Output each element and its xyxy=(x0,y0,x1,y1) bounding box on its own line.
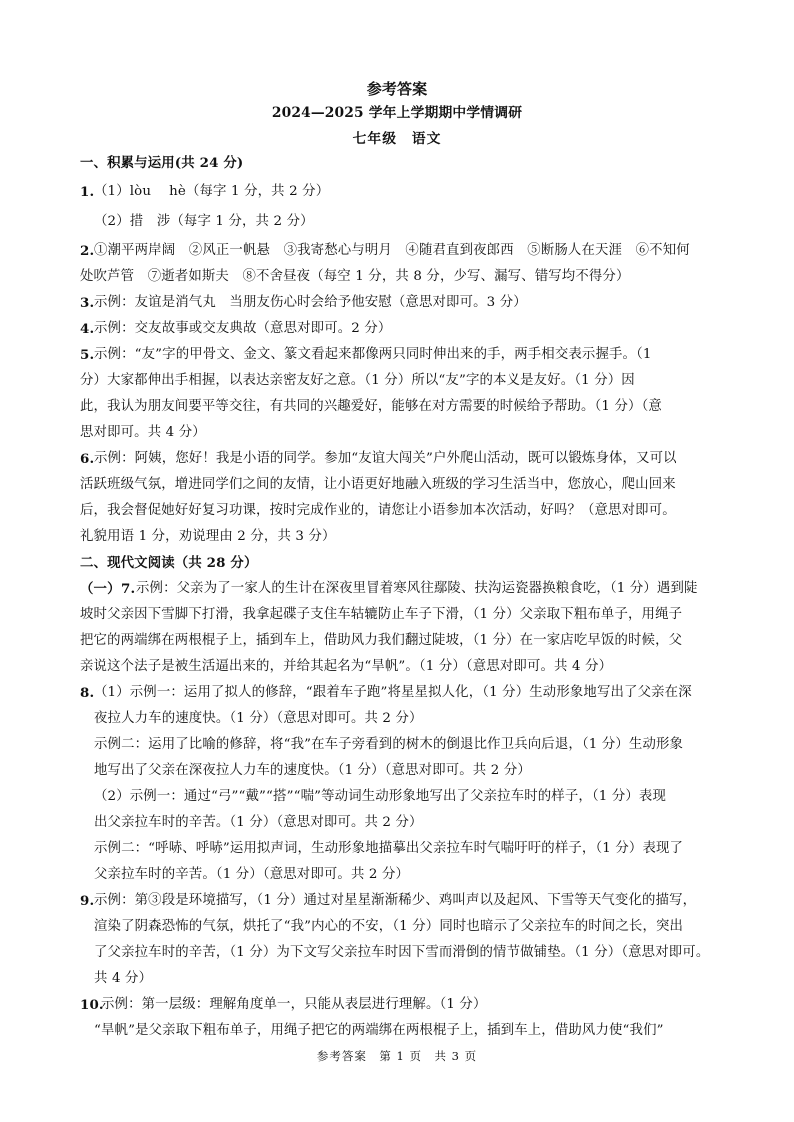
q7-line-1: 示例：父亲为了一家人的生计在深夜里冒着寒风往鄢陵、扶沟运瓷器换粮食吃，（1 分）遇到陡 xyxy=(136,581,698,596)
q8-line-7: 示例二：“呼哧、呼哧”运用拟声词，生动形象地描摹出父亲拉车时气喘吁吁的样子，（1 分）表现了 xyxy=(94,841,684,856)
q5-line-2: 分）大家都伸出手相握，以表达亲密友好之意。（1 分）所以“友”字的本义是友好。（1 分）因 xyxy=(80,373,635,388)
q5-line-1: 示例：“友”字的甲骨文、金文、篆文看起来都像两只同时伸出来的手，两手相交表示握手。（1 xyxy=(94,347,652,362)
q10-number: 10. xyxy=(80,997,104,1013)
q8-line-3: 示例二：运用了比喻的修辞，将“我”在车子旁看到的树木的倒退比作卫兵向后退，（1 分）生动形象 xyxy=(94,737,684,752)
q8-line-4: 地写出了父亲在深夜拉人力车的速度快。（1 分）（意思对即可。共 2 分） xyxy=(94,763,531,778)
q1-part2: （2）措 涉（每字 1 分，共 2 分） xyxy=(94,214,314,229)
q8-line-8: 父亲拉车时的辛苦。（1 分）（意思对即可。共 2 分） xyxy=(94,867,410,882)
q6-line-2: 活跃班级气氛，增进同学们之间的友情，让小语更好地融入班级的学习生活当中，您放心，爬山回来 xyxy=(80,477,676,492)
q7-number: 7. xyxy=(121,581,136,597)
q7-line-2: 坡时父亲因下雪脚下打滑，我拿起碟子支住车轱辘防止车子下滑，（1 分）父亲取下粗布单子，用绳子 xyxy=(80,607,683,622)
q4-line-1: 示例：交友故事或交友典故（意思对即可。2 分） xyxy=(94,321,392,336)
q9-number: 9. xyxy=(80,893,95,909)
q9-line-2: 渲染了阴森恐怖的气氛，烘托了“我”内心的不安，（1 分）同时也暗示了父亲拉车的时间之长，突出 xyxy=(94,919,684,934)
q4-number: 4. xyxy=(80,321,95,337)
section-2-heading: 二、现代文阅读（共 28 分） xyxy=(80,555,258,571)
q8-line-1: （1）示例一：运用了拟人的修辞，“跟着车子跑”将星星拟人化，（1 分）生动形象地写出了父亲在深 xyxy=(94,685,692,700)
q5-line-3: 此，我认为朋友间要平等交往，有共同的兴趣爱好，能够在对方需要的时候给予帮助。（1 分）（意 xyxy=(80,399,662,414)
q2-number: 2. xyxy=(80,243,95,259)
part-1-label: （一） xyxy=(80,581,121,597)
q8-line-6: 出父亲拉车时的辛苦。（1 分）（意思对即可。共 2 分） xyxy=(94,815,423,830)
q7-line-4: 亲说这个法子是被生活逼出来的，并给其起名为“旱帆”。（1 分）（意思对即可。共 4 分） xyxy=(80,659,613,674)
section-1-heading: 一、积累与运用(共 24 分) xyxy=(80,155,244,171)
q7-line-3: 把它的两端绑在两根棍子上，插到车上，借助风力我们翻过陡坡，（1 分）在一家店吃早饭的时候，父 xyxy=(80,633,683,648)
page-footer: 参考答案 第 1 页 共 3 页 xyxy=(316,1049,478,1063)
q9-line-4: 共 4 分） xyxy=(94,971,153,986)
q9-line-1: 示例：第③段是环境描写，（1 分）通过对星星渐渐稀少、鸡叫声以及起风、下雪等天气变化的描写， xyxy=(94,893,697,908)
grade-subject: 七年级 语文 xyxy=(352,131,442,147)
q3-line-1: 示例：友谊是消气丸 当朋友伤心时会给予他安慰（意思对即可。3 分） xyxy=(94,295,527,310)
q6-line-1: 示例：阿姨，您好！我是小语的同学。参加“友谊大闯关”户外爬山活动，既可以锻炼身体，又可以 xyxy=(94,451,677,466)
q9-line-3: 了父亲拉车时的辛苦，（1 分）为下文写父亲拉车时因下雪而滑倒的情节做铺垫。（1 分）（意思对即可。 xyxy=(94,945,710,960)
q2-line-1: ①潮平两岸阔 ②风正一帆悬 ③我寄愁心与明月 ④随君直到夜郎西 ⑤断肠人在天涯 ⑥不知何 xyxy=(94,243,690,258)
q8-line-5: （2）示例一：通过“弓”“戴”“搭”“喘”等动词生动形象地写出了父亲拉车时的样子，（1 分）表现 xyxy=(94,789,667,804)
page-title: 参考答案 xyxy=(366,80,428,98)
exam-subtitle: 2024—2025 学年上学期期中学情调研 xyxy=(271,105,523,121)
q10-line-1: 示例：第一层级：理解角度单一，只能从表层进行理解。（1 分） xyxy=(101,997,487,1012)
q6-line-3: 后，我会督促她好好复习功课，按时完成作业的，请您让小语参加本次活动，好吗？（意思对即可。 xyxy=(80,503,676,518)
q2-line-2: 处吹芦管 ⑦逝者如斯夫 ⑧不舍昼夜（每空 1 分，共 8 分，少写、漏写、错写均不得分） xyxy=(80,269,630,284)
q1-part1: （1）lòu hè（每字 1 分，共 2 分） xyxy=(94,184,330,199)
q3-number: 3. xyxy=(80,295,95,311)
q8-line-2: 夜拉人力车的速度快。（1 分）（意思对即可。共 2 分） xyxy=(94,711,423,726)
q5-number: 5. xyxy=(80,347,95,363)
q1-number: 1. xyxy=(80,184,95,200)
q5-line-4: 思对即可。共 4 分） xyxy=(80,425,206,440)
q6-line-4: 礼貌用语 1 分，劝说理由 2 分，共 3 分） xyxy=(80,529,336,544)
q6-number: 6. xyxy=(80,451,95,467)
q8-number: 8. xyxy=(80,685,95,701)
q10-line-2: “旱帆”是父亲取下粗布单子，用绳子把它的两端绑在两根棍子上，插到车上，借助风力使“我们” xyxy=(94,1023,664,1038)
